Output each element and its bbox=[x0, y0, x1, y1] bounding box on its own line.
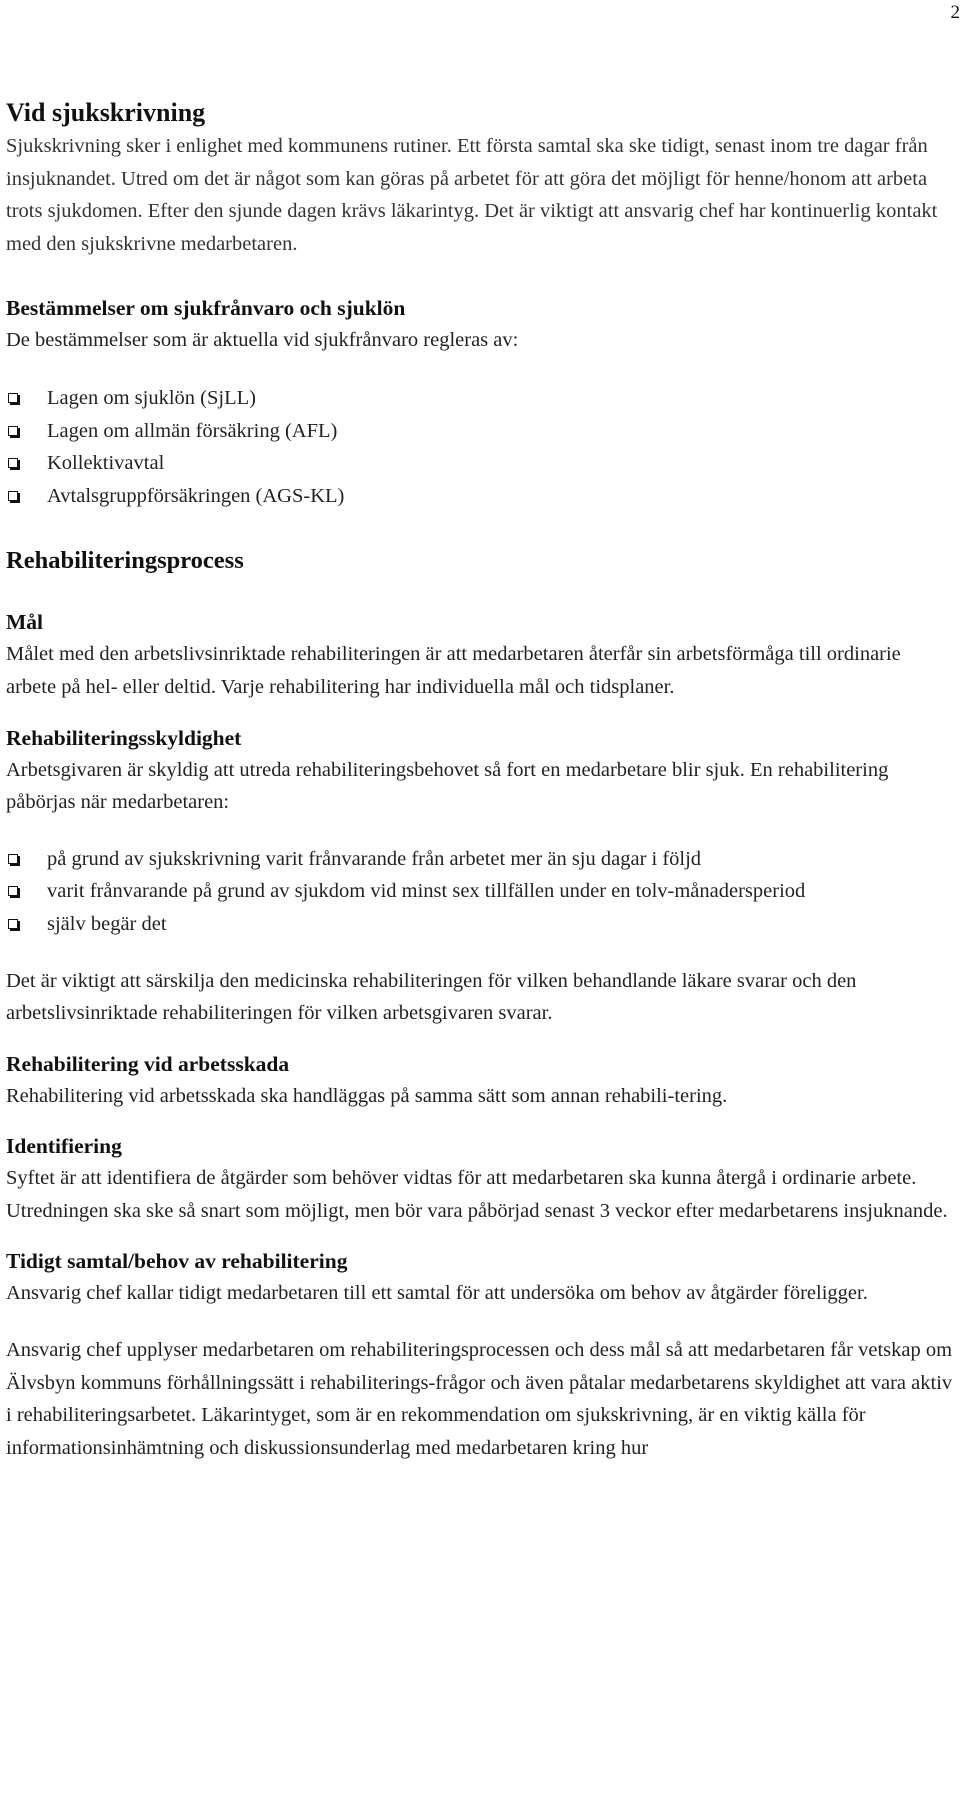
checkbox-bullet-icon bbox=[8, 393, 18, 403]
list-item: Avtalsgruppförsäkringen (AGS-KL) bbox=[6, 480, 960, 513]
paragraph-tidigt: Ansvarig chef kallar tidigt medarbetaren till ett samtal för att undersöka om behov av åtgärder föreligger. bbox=[6, 1282, 868, 1305]
heading-arbetsskada: Rehabilitering vid arbetsskada bbox=[6, 1051, 290, 1076]
list-item: själv begär det bbox=[6, 908, 926, 941]
paragraph-mal: Målet med den arbetslivsinriktade rehabiliteringen är att medarbetaren återfår sin arbetsförmåga till ordinarie arbete på hel- eller deltid. Varje rehabilitering har individuella mål och tidsplaner. bbox=[6, 643, 901, 698]
checkbox-bullet-icon bbox=[8, 491, 18, 501]
heading-bestammelser: Bestämmelser om sjukfrånvaro och sjuklön bbox=[6, 296, 406, 321]
checkbox-bullet-icon bbox=[8, 919, 18, 929]
paragraph-bestammelser: De bestämmelser som är aktuella vid sjukfrånvaro regleras av: bbox=[6, 329, 519, 352]
list-item: Kollektivavtal bbox=[6, 447, 960, 480]
list-item: Lagen om allmän försäkring (AFL) bbox=[6, 415, 960, 448]
checkbox-bullet-icon bbox=[8, 458, 18, 468]
list-bestammelser bbox=[6, 382, 960, 512]
list-item: Lagen om sjuklön (SjLL) bbox=[6, 382, 960, 415]
paragraph-sjukskrivning: Sjukskrivning sker i enlighet med kommunens rutiner. Ett första samtal ska ske tidigt, senast inom tre dagar från insjuknandet. Utred om det är något som kan göras på arbetet för att göra det möjligt för henne/honom att arbeta trots sjukdomen. Efter den sjunde dagen krävs läkarintyg. Det är viktigt att ansvarig chef har kontinuerlig kontakt med den sjukskrivne medarbetaren. bbox=[6, 135, 938, 255]
list-skyldighet bbox=[6, 843, 926, 941]
paragraph-tidigt-2: Ansvarig chef upplyser medarbetaren om rehabiliteringsprocessen och dess mål så att medarbetaren får vetskap om Älvsbyn kommuns förhållningssätt i rehabiliterings-frågor och även påtalar medarbetarens skyldighet att vara aktiv i rehabiliteringsarbetet. Läkarintyget, som är en rekommendation om sjukskrivning, är en viktig källa för informationsinhämtning och diskussionsunderlag med medarbetaren kring hur bbox=[6, 1339, 953, 1459]
paragraph-arbetsskada: Rehabilitering vid arbetsskada ska handläggas på samma sätt som annan rehabili-tering. bbox=[6, 1084, 728, 1107]
checkbox-bullet-icon bbox=[8, 426, 18, 436]
paragraph-skyldighet-2: Det är viktigt att särskilja den medicinska rehabiliteringen för vilken behandlande läkare svarar och den arbetslivsinriktade rehabiliteringen för vilken arbetsgivaren svarar. bbox=[6, 969, 857, 1025]
heading-vid-sjukskrivning: Vid sjukskrivning bbox=[6, 98, 206, 127]
heading-tidigt-samtal: Tidigt samtal/behov av rehabilitering bbox=[6, 1249, 348, 1274]
heading-mal: Mål bbox=[6, 610, 44, 635]
paragraph-skyldighet: Arbetsgivaren är skyldig att utreda rehabiliteringsbehovet så fort en medarbetare blir sjuk. En rehabilitering påbörjas när medarbetaren: bbox=[6, 758, 889, 814]
checkbox-bullet-icon bbox=[8, 886, 18, 896]
heading-rehabiliteringsprocess: Rehabiliteringsprocess bbox=[6, 547, 244, 575]
paragraph-identifiering: Syftet är att identifiera de åtgärder som behöver vidtas för att medarbetaren ska kunna återgå i ordinarie arbete. Utredningen ska ske så snart som möjligt, men bör vara påbörjad senast 3 veckor efter medarbetarens insjuknande. bbox=[6, 1167, 948, 1222]
heading-identifiering: Identifiering bbox=[6, 1134, 122, 1159]
heading-rehabiliteringsskyldighet: Rehabiliteringsskyldighet bbox=[6, 725, 242, 750]
page-number: 2 bbox=[950, 2, 960, 23]
list-item: på grund av sjukskrivning varit frånvarande från arbetet mer än sju dagar i följd bbox=[6, 843, 926, 876]
document-body bbox=[6, 96, 960, 1464]
list-item: varit frånvarande på grund av sjukdom vid minst sex tillfällen under en tolv-månadersperiod bbox=[6, 875, 926, 908]
checkbox-bullet-icon bbox=[8, 854, 18, 864]
